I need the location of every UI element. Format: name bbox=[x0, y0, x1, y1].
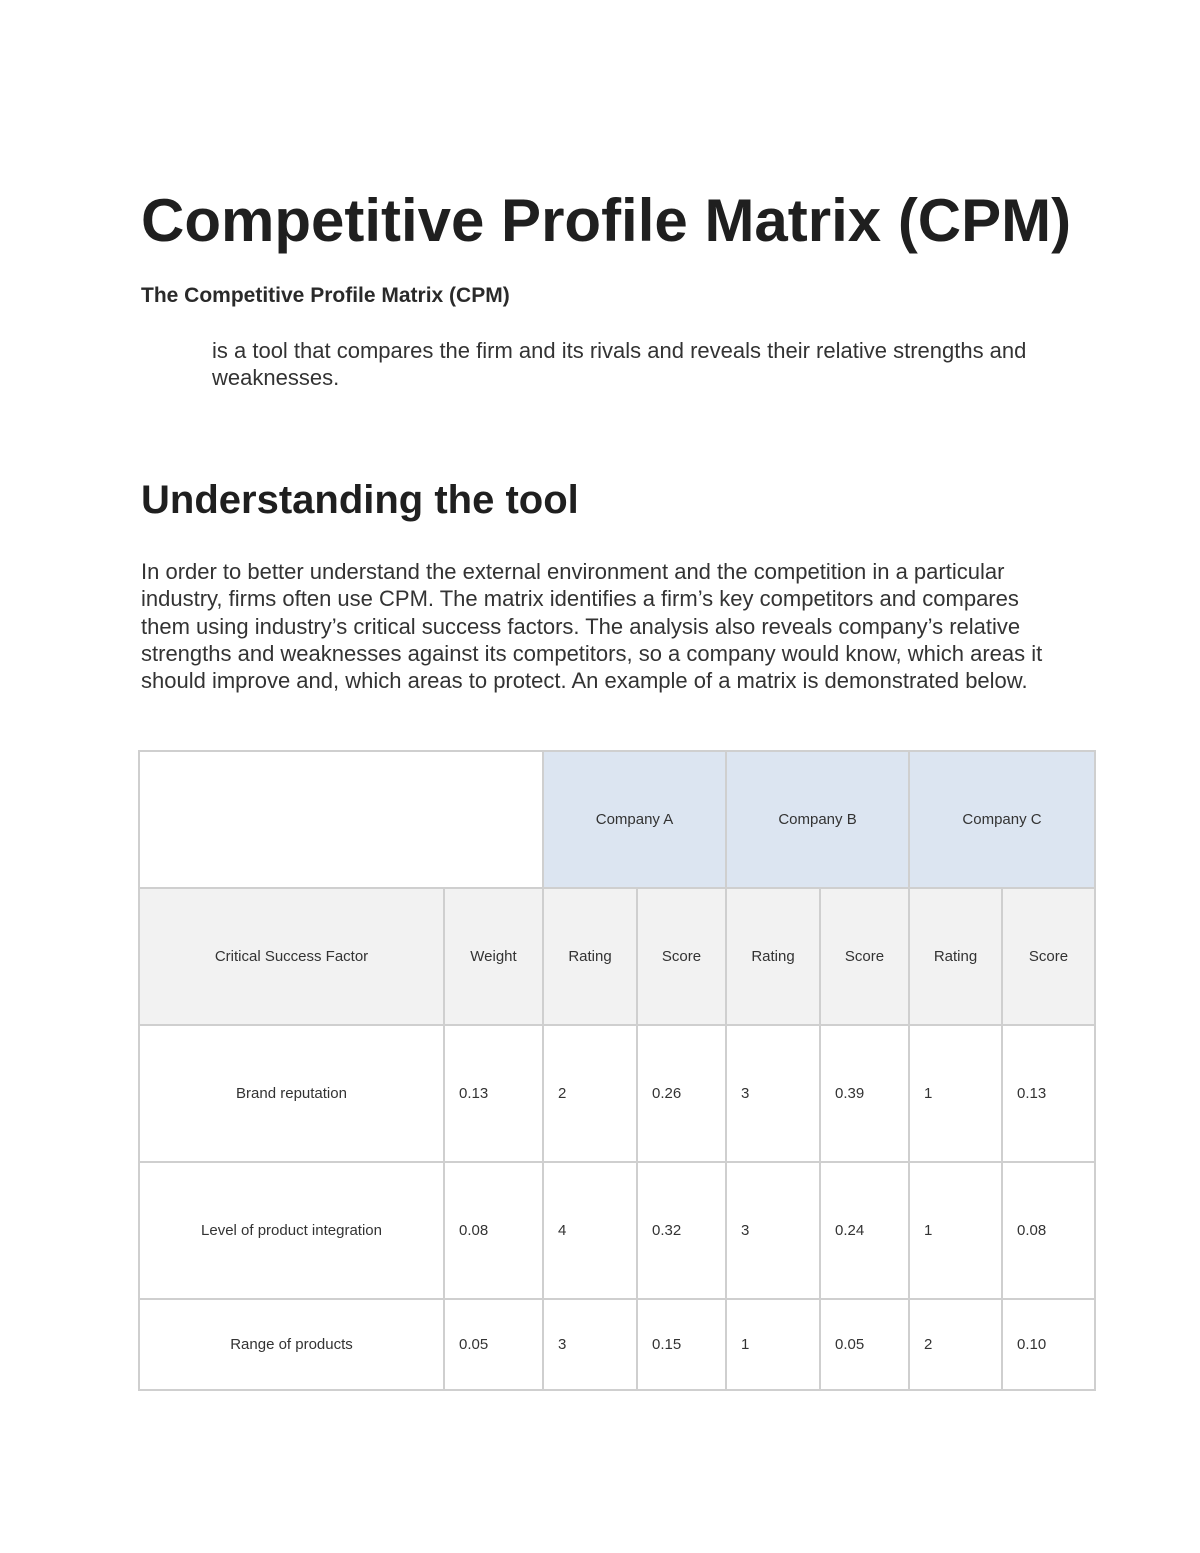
table-row bbox=[139, 1025, 1095, 1162]
definition-text: is a tool that compares the firm and its rivals and reveals their relative strengths and weaknesses. bbox=[212, 338, 1027, 390]
score-cell: 0.15 bbox=[637, 1299, 726, 1390]
score-cell: 0.24 bbox=[820, 1162, 909, 1299]
factor-cell: Level of product integration bbox=[139, 1162, 444, 1299]
rating-cell: 1 bbox=[909, 1025, 1002, 1162]
score-cell: 0.13 bbox=[1002, 1025, 1095, 1162]
page-title: Competitive Profile Matrix (CPM) bbox=[141, 187, 1072, 254]
weight-cell: 0.05 bbox=[444, 1299, 543, 1390]
section-heading: Understanding the tool bbox=[141, 478, 579, 522]
a-score-column-header: Score bbox=[637, 888, 726, 1025]
company-a-header: Company A bbox=[543, 751, 726, 888]
score-cell: 0.26 bbox=[637, 1025, 726, 1162]
blank-corner-cell bbox=[139, 751, 543, 888]
rating-cell: 2 bbox=[543, 1025, 637, 1162]
rating-cell: 2 bbox=[909, 1299, 1002, 1390]
intro-paragraph: In order to better understand the external environment and the competition in a particular industry, firms often use CPM. The matrix identifies a firm’s key competitors and compares them using industry’s critical success factors. The analysis also reveals company’s relative strengths and weaknesses against its competitors, so a company would know, which areas it should improve and, which areas to protect. An example of a matrix is demonstrated below. bbox=[141, 559, 1043, 694]
company-header-row bbox=[139, 751, 1095, 888]
weight-column-header: Weight bbox=[444, 888, 543, 1025]
a-rating-column-header: Rating bbox=[543, 888, 637, 1025]
b-rating-column-header: Rating bbox=[726, 888, 820, 1025]
c-score-column-header: Score bbox=[1002, 888, 1095, 1025]
rating-cell: 3 bbox=[543, 1299, 637, 1390]
column-header-row bbox=[139, 888, 1095, 1025]
definition-term: The Competitive Profile Matrix (CPM) bbox=[141, 284, 510, 307]
rating-cell: 4 bbox=[543, 1162, 637, 1299]
factor-cell: Range of products bbox=[139, 1299, 444, 1390]
company-c-header: Company C bbox=[909, 751, 1095, 888]
b-score-column-header: Score bbox=[820, 888, 909, 1025]
table-row bbox=[139, 1299, 1095, 1390]
rating-cell: 1 bbox=[909, 1162, 1002, 1299]
score-cell: 0.39 bbox=[820, 1025, 909, 1162]
score-cell: 0.32 bbox=[637, 1162, 726, 1299]
factor-cell: Brand reputation bbox=[139, 1025, 444, 1162]
company-b-header: Company B bbox=[726, 751, 909, 888]
rating-cell: 3 bbox=[726, 1025, 820, 1162]
score-cell: 0.10 bbox=[1002, 1299, 1095, 1390]
score-cell: 0.08 bbox=[1002, 1162, 1095, 1299]
score-cell: 0.05 bbox=[820, 1299, 909, 1390]
c-rating-column-header: Rating bbox=[909, 888, 1002, 1025]
weight-cell: 0.08 bbox=[444, 1162, 543, 1299]
weight-cell: 0.13 bbox=[444, 1025, 543, 1162]
factor-column-header: Critical Success Factor bbox=[139, 888, 444, 1025]
rating-cell: 1 bbox=[726, 1299, 820, 1390]
cpm-table bbox=[138, 750, 1096, 1391]
rating-cell: 3 bbox=[726, 1162, 820, 1299]
table-row bbox=[139, 1162, 1095, 1299]
